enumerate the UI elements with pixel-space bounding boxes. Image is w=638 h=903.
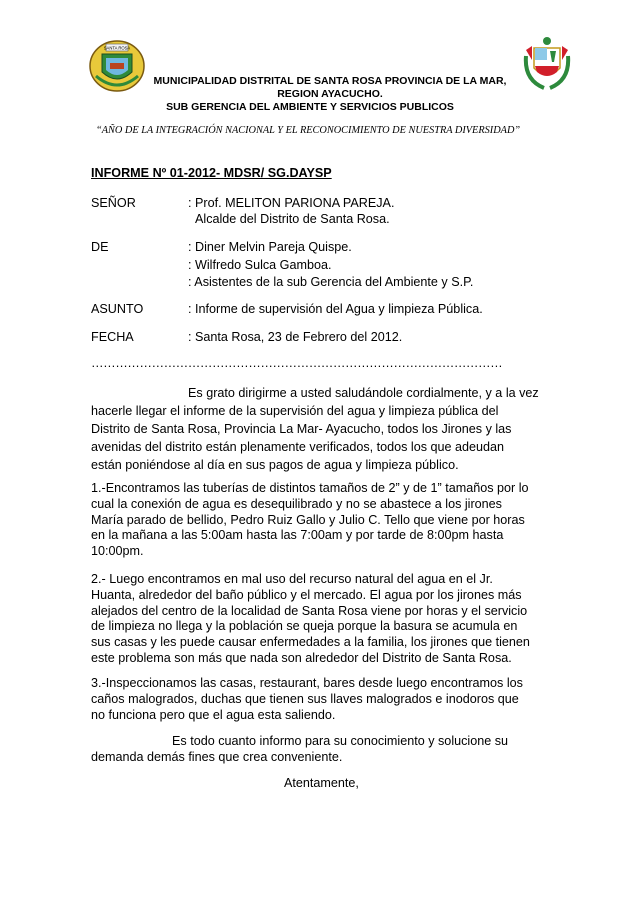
org-name-line3: SUB GERENCIA DEL AMBIENTE Y SERVICIOS PUBLICOS [166,101,454,113]
to-name: : Prof. MELITON PARIONA PAREJA. [188,196,395,210]
intro-line-2: hacerle llegar el informe de la supervisión del agua y limpieza pública del [91,404,499,418]
paragraph-2-line: 2.- Luego encontramos en mal uso del recurso natural del agua en el Jr. [91,572,493,586]
date-label: FECHA [91,330,134,344]
separator-line: ………………………………………………………………………………………… [91,356,503,370]
intro-line-1: Es grato dirigirme a usted saludándole cordialmente, y a la vez [188,386,539,400]
paragraph-2 [91,572,548,667]
paragraph-3 [91,676,548,723]
report-title: INFORME Nº 01-2012- MDSR/ SG.DAYSP [91,166,332,180]
subject-label: ASUNTO [91,302,144,316]
paragraph-3-line: 3.-Inspeccionamos las casas, restaurant, bares desde luego encontramos los [91,676,523,690]
date-text: : Santa Rosa, 23 de Febrero del 2012. [188,330,403,344]
from-label: DE [91,240,109,254]
paragraph-3-line: caños malogrados, duchas que tienen sus llaves malogrados e inodoros que [91,691,519,706]
org-name-line1: MUNICIPALIDAD DISTRITAL DE SANTA ROSA PROVINCIA DE LA MAR, [153,75,507,87]
left-logo-text: SANTA ROSA [103,45,131,51]
to-label: SEÑOR [91,196,136,210]
org-name-line2: REGION AYACUCHO. [277,88,383,100]
intro-line-3: Distrito de Santa Rosa, Provincia La Mar- Ayacucho, todos los Jirones y las [91,422,512,436]
to-position: Alcalde del Distrito de Santa Rosa. [195,212,390,226]
paragraph-1-line: María parado de bellido, Pedro Ruiz Gallo y Julio C. Tello que viene por horas [91,512,525,527]
paragraph-1-line: 10:00pm. [91,544,144,559]
from-name-1: : Diner Melvin Pareja Quispe. [188,240,352,254]
paragraph-3-line: no funciona pero que el agua esta saliendo. [91,707,336,722]
paragraph-2-line: alejados del centro de la localidad de Santa Rosa viene por horas y el servicio [91,603,528,618]
subject-text: : Informe de supervisión del Agua y limpieza Pública. [188,302,483,316]
closing-line-1: Es todo cuanto informo para su conocimiento y solucione su [172,734,509,748]
paragraph-2-line: este problema son más que nada son alrededor del Distrito de Santa Rosa. [91,650,512,665]
paragraph-2-line: de limpieza no llega y la población se queja porque la basura se acumula en [91,619,518,634]
year-motto: “AÑO DE LA INTEGRACIÓN NACIONAL Y EL RECONOCIMIENTO DE NUESTRA DIVERSIDAD” [96,125,521,136]
intro-line-4: avenidas del distrito están plenamente verificados, todos los que adeudan [91,440,505,454]
intro-line-5: están poniéndose al día en sus pagos de agua y limpieza público. [91,458,459,472]
paragraph-2-line: Huanta, alrededor del baño público y el mercado. El agua por los jirones más [91,587,522,602]
paragraph-2-line: sus casas y les puede causar enfermedades a la familia, los jirones que tienen [91,635,530,650]
paragraph-1-line: en la mañana a las 5:00am hasta las 7:00am y por tarde de 8:00pm hasta [91,528,504,543]
closing-line-2: demanda demás fines que crea conveniente. [91,750,343,764]
paragraph-1-line: cual la conexión de agua es desequilibrado y no se abastece a los jirones [91,496,502,511]
paragraph-1 [91,481,548,560]
from-name-2: : Wilfredo Sulca Gamboa. [188,258,332,272]
from-position: : Asistentes de la sub Gerencia del Ambiente y S.P. [188,275,474,289]
paragraph-1-line: 1.-Encontramos las tuberías de distintos tamaños de 2” y de 1” tamaños por lo [91,481,529,495]
signoff: Atentamente, [284,776,359,790]
